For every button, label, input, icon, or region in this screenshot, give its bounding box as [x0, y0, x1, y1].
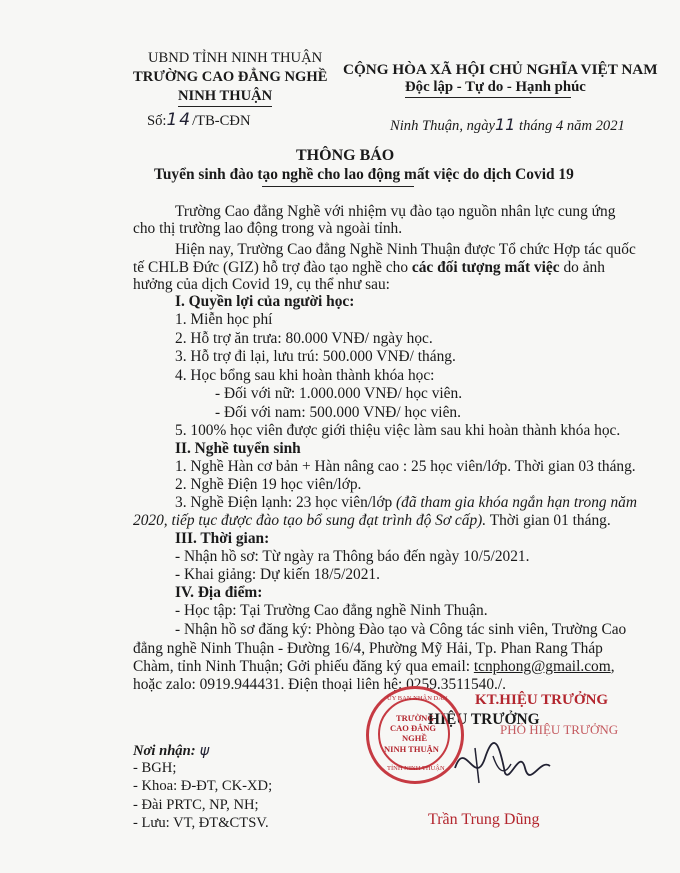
seal-text: NGHỀ	[402, 733, 428, 743]
recipient-item: - Lưu: VT, ĐT&CTSV.	[133, 815, 269, 831]
section-1-heading: I. Quyền lợi của người học:	[175, 293, 355, 310]
org-underline	[178, 106, 272, 107]
doc-number: Số:14/TB-CĐN	[147, 110, 251, 130]
location-item-cont: Chàm, tỉnh Ninh Thuận; Gởi phiếu đăng ký qua email: tcnphong@gmail.com,	[133, 658, 615, 675]
benefit-item: 3. Hỗ trợ đi lại, lưu trú: 500.000 VNĐ/ tháng.	[175, 348, 456, 365]
recipient-item: - BGH;	[133, 760, 177, 776]
time-item: - Nhận hồ sơ: Từ ngày ra Thông báo đến ngày 10/5/2021.	[175, 548, 530, 565]
email-link[interactable]: tcnphong@gmail.com	[473, 658, 611, 675]
intro-p2-line2: tế CHLB Đức (GIZ) hỗ trợ đào tạo nghề cho các đối tượng mất việc do ảnh	[133, 259, 605, 276]
seal-ring-bottom: TỈNH NINH THUẬN	[387, 765, 445, 772]
section-4-heading: IV. Địa điểm:	[175, 584, 263, 601]
section-3-heading: III. Thời gian:	[175, 530, 270, 547]
recipient-item: - Khoa: Đ-ĐT, CK-XD;	[133, 778, 273, 794]
signer-name: Trần Trung Dũng	[428, 811, 540, 828]
stamp-pho: PHÓ HIỆU TRƯỞNG	[500, 722, 619, 737]
location-item: - Nhận hồ sơ đăng ký: Phòng Đào tạo và Công tác sinh viên, Trường Cao	[175, 621, 627, 638]
benefit-item: 2. Hỗ trợ ăn trưa: 80.000 VNĐ/ ngày học.	[175, 330, 433, 347]
handwritten-signature	[445, 728, 555, 798]
org-school-line2: NINH THUẬN	[178, 88, 273, 104]
intro-p1-line1: Trường Cao đẳng Nghề với nhiệm vụ đào tạo nguồn nhân lực cung ứng	[175, 203, 616, 220]
benefit-item: 5. 100% học viên được giới thiệu việc làm sau khi hoàn thành khóa học.	[175, 422, 621, 439]
org-school-line1: TRƯỜNG CAO ĐẲNG NGHỀ	[133, 69, 328, 85]
signer-title: HIỆU TRƯỞNG	[428, 711, 540, 728]
nation-motto: Độc lập - Tự do - Hạnh phúc	[405, 79, 586, 95]
location-item: - Học tập: Tại Trường Cao đẳng nghề Ninh Thuận.	[175, 602, 488, 619]
page-title: THÔNG BÁO	[296, 147, 395, 164]
location-item-cont: hoặc zalo: 0919.944431. Điện thoại liên hệ: 0259.3511540./.	[133, 676, 507, 693]
intro-p2-line1: Hiện nay, Trường Cao đẳng Nghề Ninh Thuận được Tổ chức Hợp tác quốc	[175, 241, 636, 258]
trade-item: 2. Nghề Điện 19 học viên/lớp.	[175, 476, 362, 493]
location-item-cont: đẳng nghề Ninh Thuận - Đường 16/4, Phường Mỹ Hải, Tp. Phan Rang Tháp	[133, 640, 603, 657]
page-subtitle: Tuyển sinh đào tạo nghề cho lao động mất việc do dịch Covid 19	[154, 166, 574, 183]
intro-p2-line3: hưởng của dịch Covid 19, cụ thể như sau:	[133, 276, 390, 293]
issue-date: Ninh Thuận, ngày11 tháng 4 năm 2021	[390, 115, 625, 134]
title-underline	[262, 186, 414, 187]
time-item: - Khai giảng: Dự kiến 18/5/2021.	[175, 566, 380, 583]
seal-ring-top: ỦY BAN NHÂN DÂN	[387, 695, 448, 702]
nation-title: CỘNG HÒA XÃ HỘI CHỦ NGHĨA VIỆT NAM	[343, 61, 658, 78]
benefit-subitem: - Đối với nam: 500.000 VNĐ/ học viên.	[215, 404, 461, 421]
trade-item: 3. Nghề Điện lạnh: 23 học viên/lớp (đã tham gia khóa ngắn hạn trong năm	[175, 494, 637, 511]
motto-underline	[405, 97, 571, 98]
trade-item-cont: 2020, tiếp tục được đào tạo bổ sung đạt trình độ Sơ cấp). Thời gian 01 tháng.	[133, 512, 611, 529]
benefit-item: 4. Học bổng sau khi hoàn thành khóa học:	[175, 367, 435, 384]
recipients-label: Nơi nhận: ψ	[133, 742, 210, 759]
intro-p1-line2: cho thị trường lao động trong và ngoài tỉnh.	[133, 220, 403, 237]
org-province: UBND TỈNH NINH THUẬN	[148, 50, 323, 66]
trade-item: 1. Nghề Hàn cơ bản + Hàn nâng cao : 25 học viên/lớp. Thời gian 03 tháng.	[175, 458, 636, 475]
seal-text: CAO ĐẲNG	[390, 723, 437, 733]
seal-text: TRƯỜNG	[396, 713, 434, 723]
benefit-item: 1. Miễn học phí	[175, 311, 273, 328]
section-2-heading: II. Nghề tuyển sinh	[175, 440, 301, 457]
stamp-kt: KT.HIỆU TRƯỞNG	[475, 692, 609, 708]
recipient-item: - Đài PRTC, NP, NH;	[133, 797, 259, 813]
benefit-subitem: - Đối với nữ: 1.000.000 VNĐ/ học viên.	[215, 385, 463, 402]
seal-text: NINH THUẬN	[384, 744, 439, 754]
